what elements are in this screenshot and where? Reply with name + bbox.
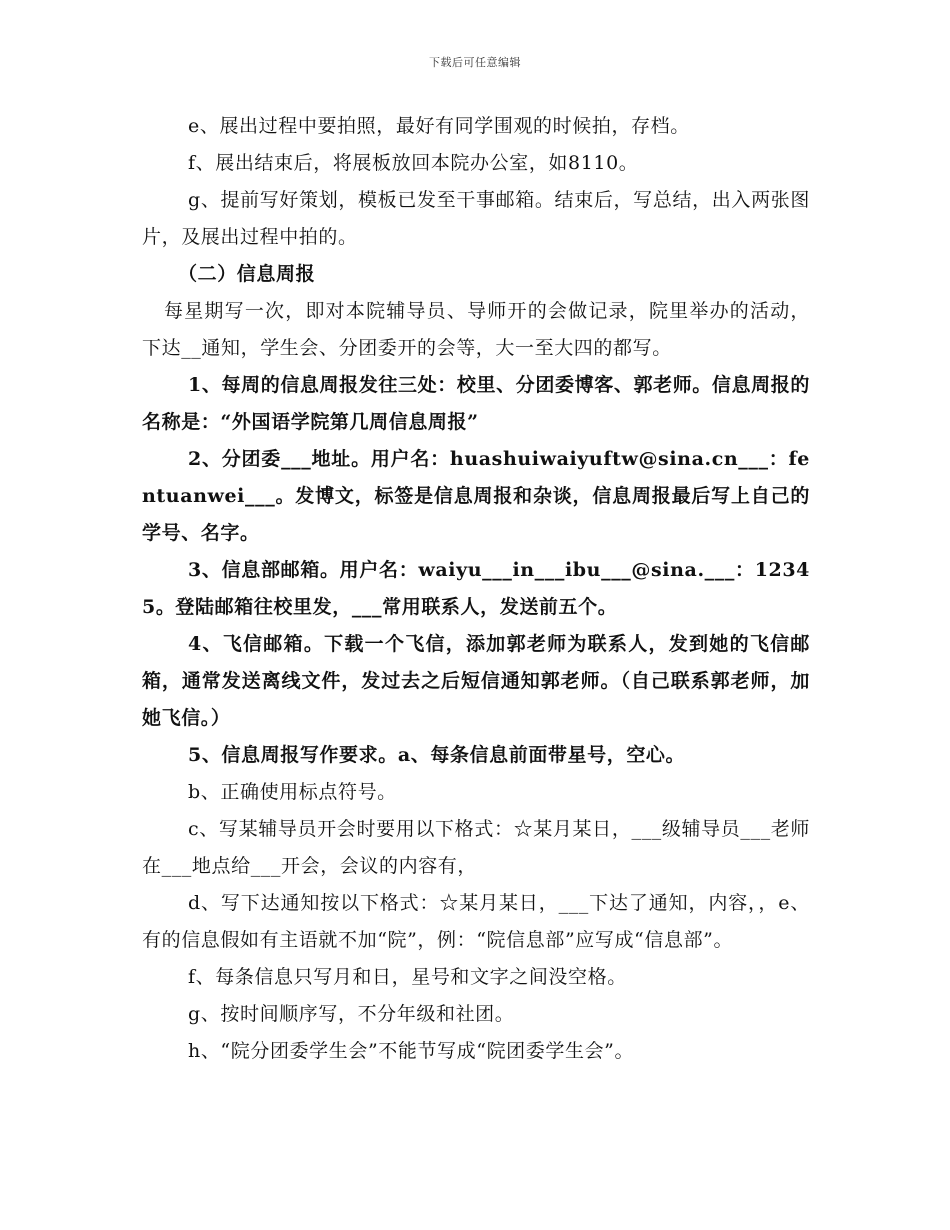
paragraph-req-f: f、每条信息只写月和日，星号和文字之间没空格。 bbox=[188, 966, 627, 988]
paragraph-f-return-board: f、展出结束后，将展板放回本院办公室，如8110。 bbox=[188, 152, 639, 174]
paragraph-req-b: b、正确使用标点符号。 bbox=[188, 781, 397, 803]
paragraph-g-planning: g、提前写好策划，模板已发至干事邮箱。结束后，写总结，出入两张图片，及展出过程中拍的。 bbox=[142, 189, 810, 248]
paragraph-item-5: 5、信息周报写作要求。a、每条信息前面带星号，空心。 bbox=[188, 744, 686, 766]
page-header: 下载后可任意编辑 bbox=[429, 56, 521, 69]
paragraph-req-c: c、写某辅导员开会时要用以下格式：☆某月某日，___级辅导员___老师在___地点给___开会，会议的内容有， bbox=[142, 818, 810, 877]
paragraph-req-h: h、“院分团委学生会”不能节写成“院团委学生会”。 bbox=[188, 1040, 635, 1062]
paragraph-req-d: d、写下达通知按以下格式：☆某月某日，___下达了通知，内容，，e、有的信息假如有主语就不加“院”，例：“院信息部”应写成“信息部”。 bbox=[142, 892, 810, 951]
paragraph-e-photo: e、展出过程中要拍照，最好有同学围观的时候拍，存档。 bbox=[188, 115, 690, 137]
paragraph-item-1: 1、每周的信息周报发往三处：校里、分团委博客、郭老师。信息周报的名称是：“外国语学院第几周信息周报” bbox=[142, 374, 810, 433]
paragraph-req-g: g、按时间顺序写，不分年级和社团。 bbox=[188, 1003, 515, 1025]
paragraph-weekly-intro: 每星期写一次，即对本院辅导员、导师开的会做记录，院里举办的活动，下达__通知，学生会、分团委开的会等，大一至大四的都写。 bbox=[142, 300, 810, 359]
paragraph-item-3: 3、信息部邮箱。用户名：waiyu___in___ibu___@sina.___：12345。登陆邮箱往校里发，___常用联系人，发送前五个。 bbox=[142, 559, 810, 618]
section-heading-weekly-report: （二）信息周报 bbox=[178, 263, 316, 285]
paragraph-item-4: 4、飞信邮箱。下载一个飞信，添加郭老师为联系人，发到她的飞信邮箱，通常发送离线文件，发过去之后短信通知郭老师。（自己联系郭老师，加她飞信。） bbox=[142, 633, 810, 729]
paragraph-item-2: 2、分团委___地址。用户名：huashuiwaiyuftw@sina.cn___：fentuanwei___。发博文，标签是信息周报和杂谈，信息周报最后写上自己的学号、名字。 bbox=[142, 448, 810, 544]
document-body bbox=[142, 108, 810, 1070]
